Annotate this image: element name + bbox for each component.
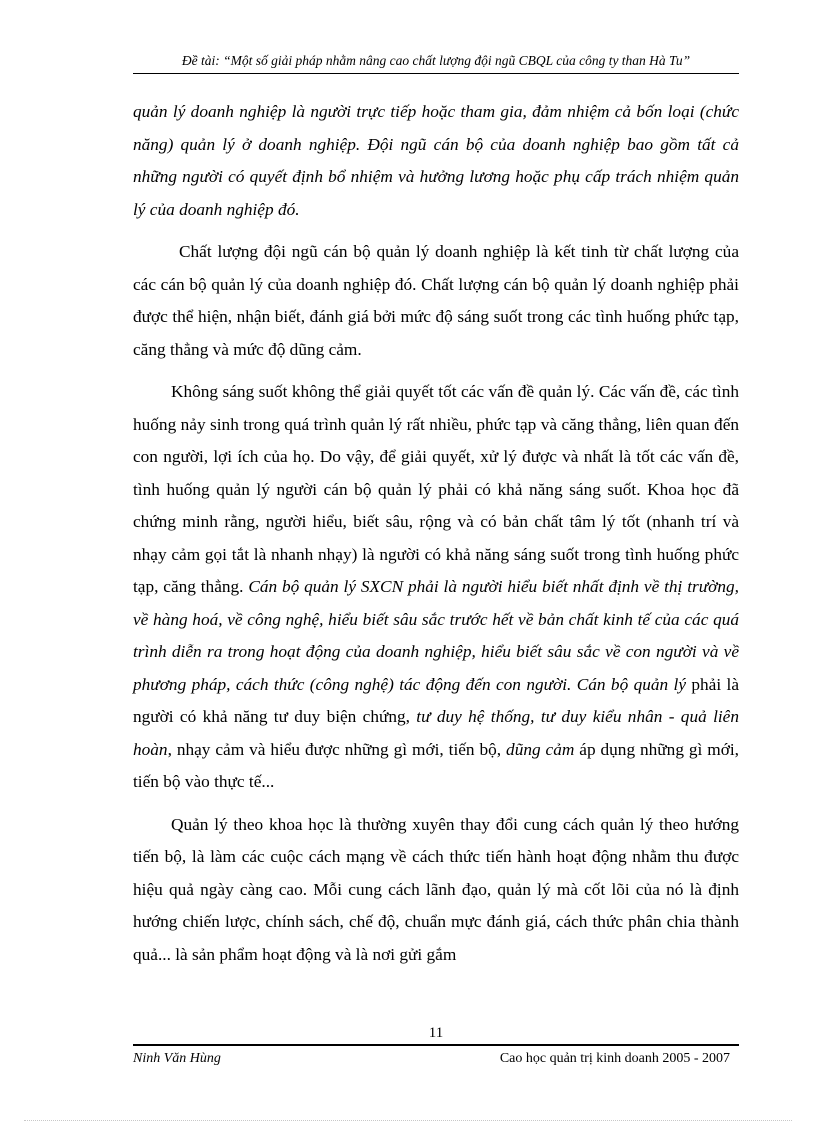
page-number: 11 [428,1025,444,1041]
footer-author: Ninh Văn Hùng [133,1051,221,1066]
paragraph-3-part-3: phải là người có khả năng tư duy biện chứng, [133,674,739,726]
page-header-title: Đề tài: “Một số giải pháp nhằm nâng cao chất lượng đội ngũ CBQL của công ty than Hà Tu” [181,53,691,68]
paragraph-3-part-4-italic: tư duy hệ thống, tư duy kiểu nhân - quả liên hoàn [133,707,739,759]
footer-program: Cao học quản trị kinh doanh 2005 - 2007 [499,1051,730,1066]
paragraph-3-part-5: , nhạy cảm và hiểu được những gì mới, tiến bộ, [167,739,507,759]
footer-divider [133,1044,739,1046]
paragraph-1: quản lý doanh nghiệp là người trực tiếp hoặc tham gia, đảm nhiệm cả bốn loại (chức năng) quản lý ở doanh nghiệp. Đội ngũ cán bộ của doanh nghiệp bao gồm tất cả những người có quyết định bổ nhiệm và hưởng lương hoặc phụ cấp trách nhiệm quản lý của doanh nghiệp đó. [133,102,739,219]
paragraph-3-part-7: áp dụng những gì mới, tiến bộ vào thực tế... [133,739,739,791]
paragraph-3 [133,376,739,799]
header-divider [133,73,739,74]
page-bottom-border [24,1120,792,1121]
paragraph-3-part-2-italic: Cán bộ quản lý SXCN phải là người hiểu biết nhất định về thị trường, về hàng hoá, về công nghệ, hiểu biết sâu sắc trước hết về bản chất kinh tế của các quá trình diễn ra trong hoạt động của doanh nghiệp, hiểu biết sâu sắc về con người và về phương pháp, cách thức (công nghệ) tác động đến con người. Cán bộ quản lý [133,577,739,694]
paragraph-4: Quản lý theo khoa học là thường xuyên thay đổi cung cách quản lý theo hướng tiến bộ, là làm các cuộc cách mạng về cách thức tiến hành hoạt động nhằm thu được hiệu quả ngày càng cao. Mỗi cung cách lãnh đạo, quản lý mà cốt lõi của nó là định hướng chiến lược, chính sách, chế độ, chuẩn mực đánh giá, cách thức phân chia thành quả... là sản phẩm hoạt động và là nơi gửi gắm [133,814,739,964]
paragraph-2: Chất lượng đội ngũ cán bộ quản lý doanh nghiệp là kết tinh từ chất lượng của các cán bộ quản lý của doanh nghiệp đó. Chất lượng cán bộ quản lý doanh nghiệp phải được thể hiện, nhận biết, đánh giá bởi mức độ sáng suốt trong các tình huống phức tạp, căng thẳng và mức độ dũng cảm. [133,242,739,359]
document-body [133,96,739,971]
paragraph-3-part-6-italic: dũng cảm [506,739,575,759]
paragraph-3-part-1: Không sáng suốt không thể giải quyết tốt các vấn đề quản lý. Các vấn đề, các tình huống nảy sinh trong quá trình quản lý rất nhiều, phức tạp và căng thẳng, liên quan đến con người, lợi ích của họ. Do vậy, để giải quyết, xử lý được và nhất là tốt các vấn đề, tình huống quản lý người cán bộ quản lý phải có khả năng sáng suốt. Khoa học đã chứng minh rằng, người hiểu, biết sâu, rộng và có bản chất tâm lý tốt (nhanh trí và nhạy cảm gọi tắt là nhanh nhạy) là người có khả năng sáng suốt trong tình huống phức tạp, căng thẳng. [133,382,739,596]
